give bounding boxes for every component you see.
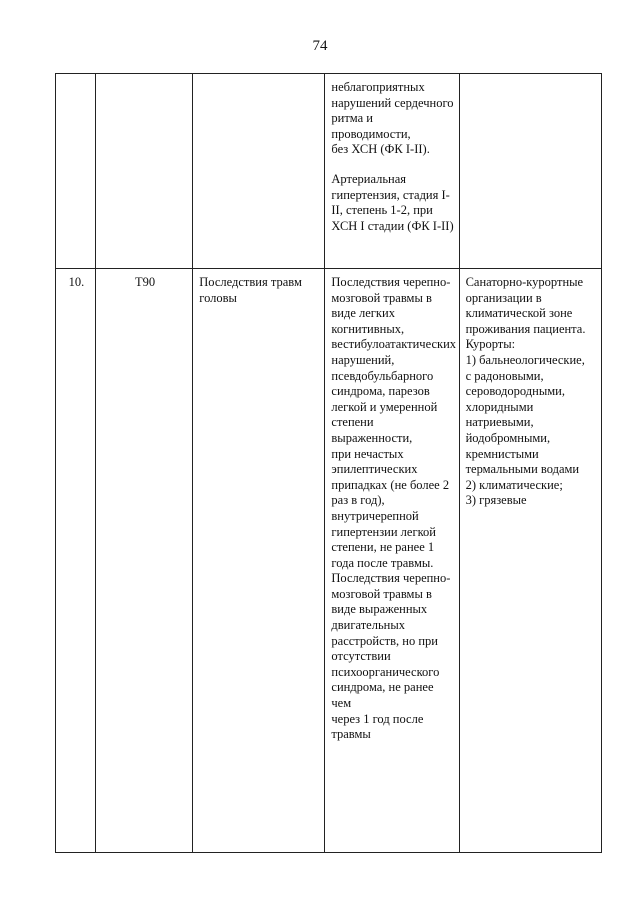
table-row: [56, 74, 602, 269]
row-number-cell: [56, 74, 96, 269]
disease-code-cell: T90: [95, 269, 192, 853]
conditions-paragraph: неблагоприятных нарушений сердечного ритма и проводимости, без ХСН (ФК I-II).: [331, 80, 454, 157]
recommendation-cell: [459, 74, 601, 269]
resort-indications-table: [55, 73, 602, 853]
row-number-cell: 10.: [56, 269, 96, 853]
disease-code-cell: [95, 74, 192, 269]
table-row: [56, 269, 602, 853]
recommendation-text: Санаторно-курортные организации в климатической зоне проживания пациента. Курорты: 1) бальнеологические, с радоновыми, сероводородными, хлоридными натриевыми, йодобромными, кремнистыми термальными водами 2) климатические; 3) грязевые: [465, 275, 586, 508]
page-number: 74: [312, 38, 328, 54]
conditions-cell: [325, 74, 459, 269]
disease-name-cell: [193, 269, 325, 853]
conditions-paragraph: Последствия черепно- мозговой травмы в виде легких когнитивных, вестибулоатактических нарушений, псевдобульбарного синдрома, парезов легкой и умеренной степени выраженности, при нечастых эпилептических припадках (не более 2 раз в год), внутричерепной гипертензии легкой степени, не ранее 1 года после травмы. Последствия черепно- мозговой травмы в виде выраженных двигательных расстройств, но при отсутствии психоорганического синдрома, не ранее чем через 1 год после травмы: [331, 275, 457, 742]
recommendation-cell: [459, 269, 601, 853]
disease-name-text: Последствия травм головы: [199, 275, 302, 305]
conditions-cell: [325, 269, 459, 853]
disease-name-cell: [193, 74, 325, 269]
conditions-paragraph: Артериальная гипертензия, стадия I- II, степень 1-2, при ХСН I стадии (ФК I-II): [331, 171, 454, 233]
